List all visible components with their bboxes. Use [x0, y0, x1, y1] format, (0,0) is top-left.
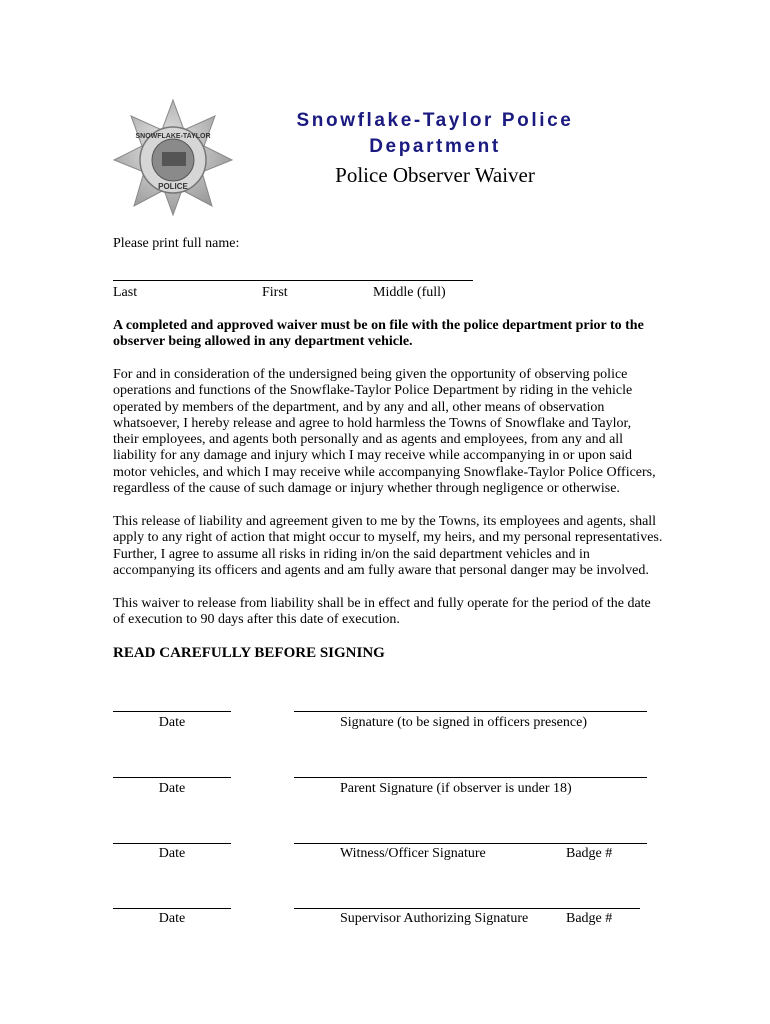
department-title-line1: Snowflake-Taylor Police — [296, 110, 574, 131]
paragraph-line: For and in consideration of the undersigned being given the opportunity of observing police — [113, 367, 628, 382]
paragraph-line: apply to any right of action that might occur to myself, my heirs, and my personal representatives. — [113, 530, 663, 546]
paragraph-line: of execution to 90 days after this date of execution. — [113, 612, 400, 628]
first-name-label: First — [262, 285, 288, 300]
date-label: Date — [158, 846, 186, 861]
notice-line: observer being allowed in any department vehicle. — [113, 334, 413, 350]
paragraph-line: operations and functions of the Snowflake-Taylor Police Department by riding in the vehicle — [113, 383, 633, 399]
witness-signature-label: Witness/Officer Signature — [340, 846, 486, 861]
consideration-paragraph — [113, 367, 673, 497]
date-field[interactable] — [113, 908, 231, 909]
paragraph-line: This waiver to release from liability shall be in effect and fully operate for the period of the date — [113, 596, 651, 611]
svg-text:SNOWFLAKE-TAYLOR: SNOWFLAKE-TAYLOR — [135, 133, 211, 140]
full-name-field[interactable] — [113, 262, 473, 281]
read-carefully-heading: READ CAREFULLY BEFORE SIGNING — [113, 645, 385, 661]
notice-line: A completed and approved waiver must be on file with the police department prior to the — [113, 318, 644, 333]
paragraph-line: whatsoever, I hereby release and agree to hold harmless the Towns of Snowflake and Taylor, — [113, 415, 632, 431]
paragraph-line: regardless of the cause of such damage or injury whether through negligence or otherwise. — [113, 481, 620, 497]
middle-name-label: Middle (full) — [373, 285, 446, 300]
notice-paragraph — [113, 318, 673, 351]
date-label: Date — [158, 715, 186, 730]
witness-signature-field[interactable] — [294, 843, 647, 844]
date-label: Date — [158, 781, 186, 796]
date-field[interactable] — [113, 711, 231, 712]
supervisor-signature-field[interactable] — [294, 908, 640, 909]
waiver-period-paragraph — [113, 596, 673, 629]
badge-number-label: Badge # — [566, 846, 613, 861]
paragraph-line: liability for any damage and injury which I may receive while accompanying in or upon said — [113, 448, 633, 464]
release-paragraph — [113, 514, 673, 579]
date-field[interactable] — [113, 777, 231, 778]
signature-label: Signature (to be signed in officers presence) — [340, 715, 587, 730]
paragraph-line: their employees, and agents both personally and as agents and employees, from any and all — [113, 432, 624, 448]
paragraph-line: This release of liability and agreement given to me by the Towns, its employees and agents, shall — [113, 514, 657, 529]
signature-field[interactable] — [294, 711, 647, 712]
badge-number-label: Badge # — [566, 911, 613, 926]
date-field[interactable] — [113, 843, 231, 844]
svg-text:POLICE: POLICE — [158, 182, 188, 191]
print-name-prompt: Please print full name: — [113, 236, 240, 251]
paragraph-line: operated by members of the department, and by any and all, other means of observation — [113, 399, 605, 415]
police-badge-logo — [112, 98, 234, 216]
paragraph-line: Further, I agree to assume all risks in riding in/on the said department vehicles and in — [113, 546, 590, 562]
supervisor-signature-label: Supervisor Authorizing Signature — [340, 911, 529, 926]
paragraph-line: accompanying its officers and agents and am fully aware that personal danger may be involved. — [113, 562, 649, 578]
parent-signature-field[interactable] — [294, 777, 647, 778]
document-title: Police Observer Waiver — [335, 163, 535, 187]
parent-signature-label: Parent Signature (if observer is under 18) — [340, 781, 572, 796]
paragraph-line: motor vehicles, and which I may receive while accompanying Snowflake-Taylor Police Officers, — [113, 464, 656, 480]
date-label: Date — [158, 911, 186, 926]
department-title-line2: Department — [369, 136, 501, 157]
last-name-label: Last — [113, 285, 138, 300]
